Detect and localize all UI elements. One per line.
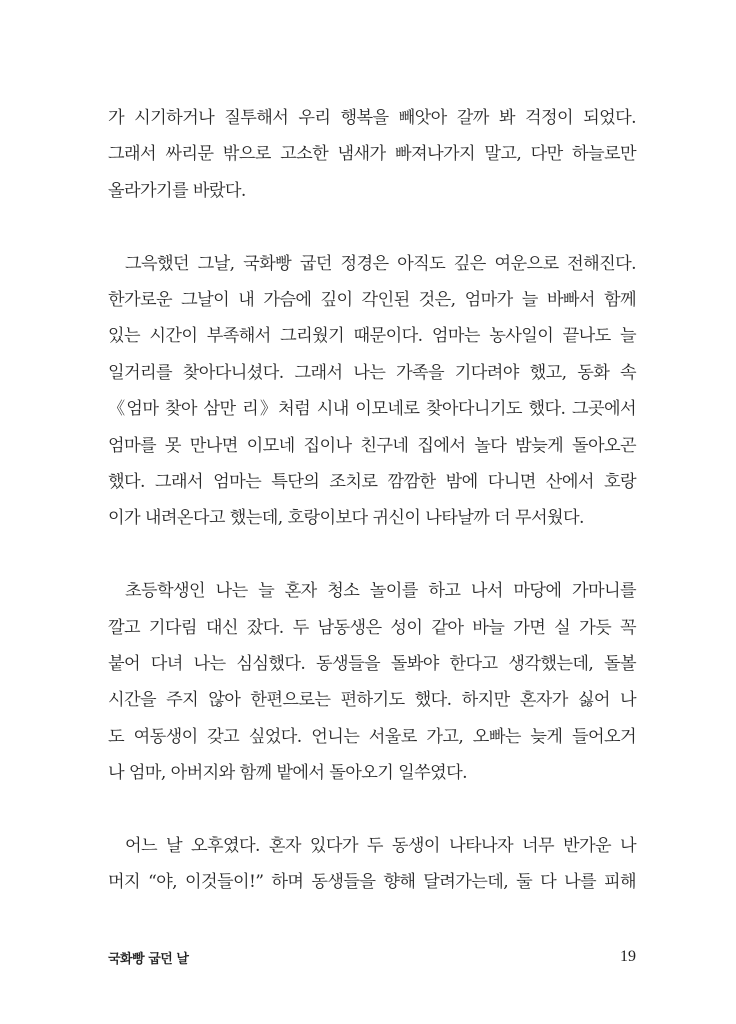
text-line: 한가로운 그날이 내 가슴에 깊이 각인된 것은, 엄마가 늘 바빠서 함께 [108,290,636,311]
text-line: 깔고 기다림 대신 잤다. 두 남동생은 성이 같아 바늘 가면 실 가듯 꼭 [108,617,636,638]
text-line: 엄마를 못 만나면 이모네 집이나 친구네 집에서 놀다 밤늦게 돌아오곤 [108,435,636,456]
paragraph-2 [108,246,636,537]
text-line: 붙어 다녀 나는 심심했다. 동생들을 돌봐야 한다고 생각했는데, 돌볼 [108,654,636,675]
text-line: 초등학생인 나는 늘 혼자 청소 놀이를 하고 나서 마당에 가마니를 [125,581,636,602]
text-line: 일거리를 찾아다니셨다. 그래서 나는 가족을 기다려야 했고, 동화 속 [108,362,636,383]
text-line: 이가 내려온다고 했는데, 호랑이보다 귀신이 나타날까 더 무서웠다. [108,508,584,529]
page-footer [108,945,636,969]
text-line: 있는 시간이 부족해서 그리웠기 때문이다. 엄마는 농사일이 끝나도 늘 [108,326,636,347]
paragraph-3 [108,573,636,791]
text-line: 어느 날 오후였다. 혼자 있다가 두 동생이 나타나자 너무 반가운 나 [125,836,636,857]
text-line: 그래서 싸리문 밖으로 고소한 냄새가 빠져나가지 말고, 다만 하늘로만 [108,144,636,165]
text-line: 나 엄마, 아버지와 함께 밭에서 돌아오기 일쑤였다. [108,763,467,784]
text-line: 《엄마 찾아 삼만 리》처럼 시내 이모네로 찾아다니기도 했다. 그곳에서 [108,399,636,420]
text-line: 그윽했던 그날, 국화빵 굽던 정경은 아직도 깊은 여운으로 전해진다. [125,253,636,274]
running-footer-title: 국화빵 굽던 날 [108,951,189,967]
page-number: 19 [620,948,636,965]
text-line: 도 여동생이 갖고 싶었다. 언니는 서울로 가고, 오빠는 늦게 들어오거 [108,726,636,747]
body-text [108,100,636,937]
paragraph-4 [108,828,636,901]
text-line: 올라가기를 바랐다. [108,180,246,201]
text-line: 머지 “야, 이것들이!” 하며 동생들을 향해 달려가는데, 둘 다 나를 피해 [108,872,636,893]
paragraph-1 [108,100,636,209]
text-line: 했다. 그래서 엄마는 특단의 조치로 깜깜한 밤에 다니면 산에서 호랑 [108,472,636,493]
text-line: 가 시기하거나 질투해서 우리 행복을 빼앗아 갈까 봐 걱정이 되었다. [108,108,636,128]
text-line: 시간을 주지 않아 한편으로는 편하기도 했다. 하지만 혼자가 싫어 나 [108,690,636,711]
